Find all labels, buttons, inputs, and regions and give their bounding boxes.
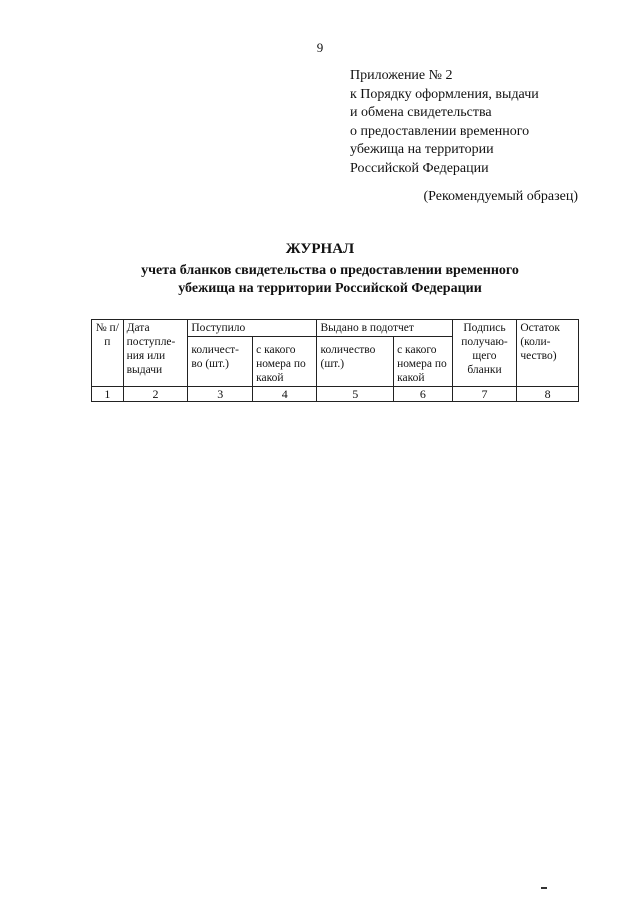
column-number: 4 [253,387,317,402]
column-number: 7 [452,387,517,402]
column-number: 2 [123,387,188,402]
header-issued-range: с какого номера по какой [394,337,453,387]
subtitle-line-2: убежища на территории Российской Федерации [178,281,482,296]
column-number: 8 [517,387,579,402]
table-header-row [92,320,579,337]
appendix-line: к Порядку оформления, выдачи [350,86,539,102]
journal-table [91,319,579,402]
appendix-block [350,67,578,178]
column-number-row [92,387,579,402]
column-number: 6 [394,387,453,402]
subtitle-line-1: учета бланков свидетельства о предоставлении временного [141,263,519,278]
header-received-range: с какого номера по какой [253,337,317,387]
header-signature: Подпись получаю-щего бланки [452,320,517,387]
column-number: 3 [188,387,253,402]
document-subtitle [0,262,640,298]
page-number: 9 [316,40,324,55]
appendix-title: Приложение № 2 [350,68,453,83]
recommended-sample-note: (Рекомендуемый образец) [423,189,578,204]
header-received-quantity: количест-во (шт.) [188,337,253,387]
appendix-line: Российской Федерации [350,160,489,176]
header-date: Дата поступле-ния или выдачи [123,320,188,387]
document-title: ЖУРНАЛ [285,241,355,257]
header-number: № п/п [92,320,124,387]
column-number: 5 [317,387,394,402]
appendix-line: убежища на территории [350,142,494,157]
appendix-line: и обмена свидетельства [350,105,492,120]
header-issued-quantity: количество (шт.) [317,337,394,387]
header-received: Поступило [188,320,317,337]
appendix-line: о предоставлении временного [350,123,530,139]
scan-speck [541,887,547,889]
column-number: 1 [92,387,124,402]
header-issued: Выдано в подотчет [317,320,452,337]
header-balance: Остаток (коли-чество) [517,320,579,387]
